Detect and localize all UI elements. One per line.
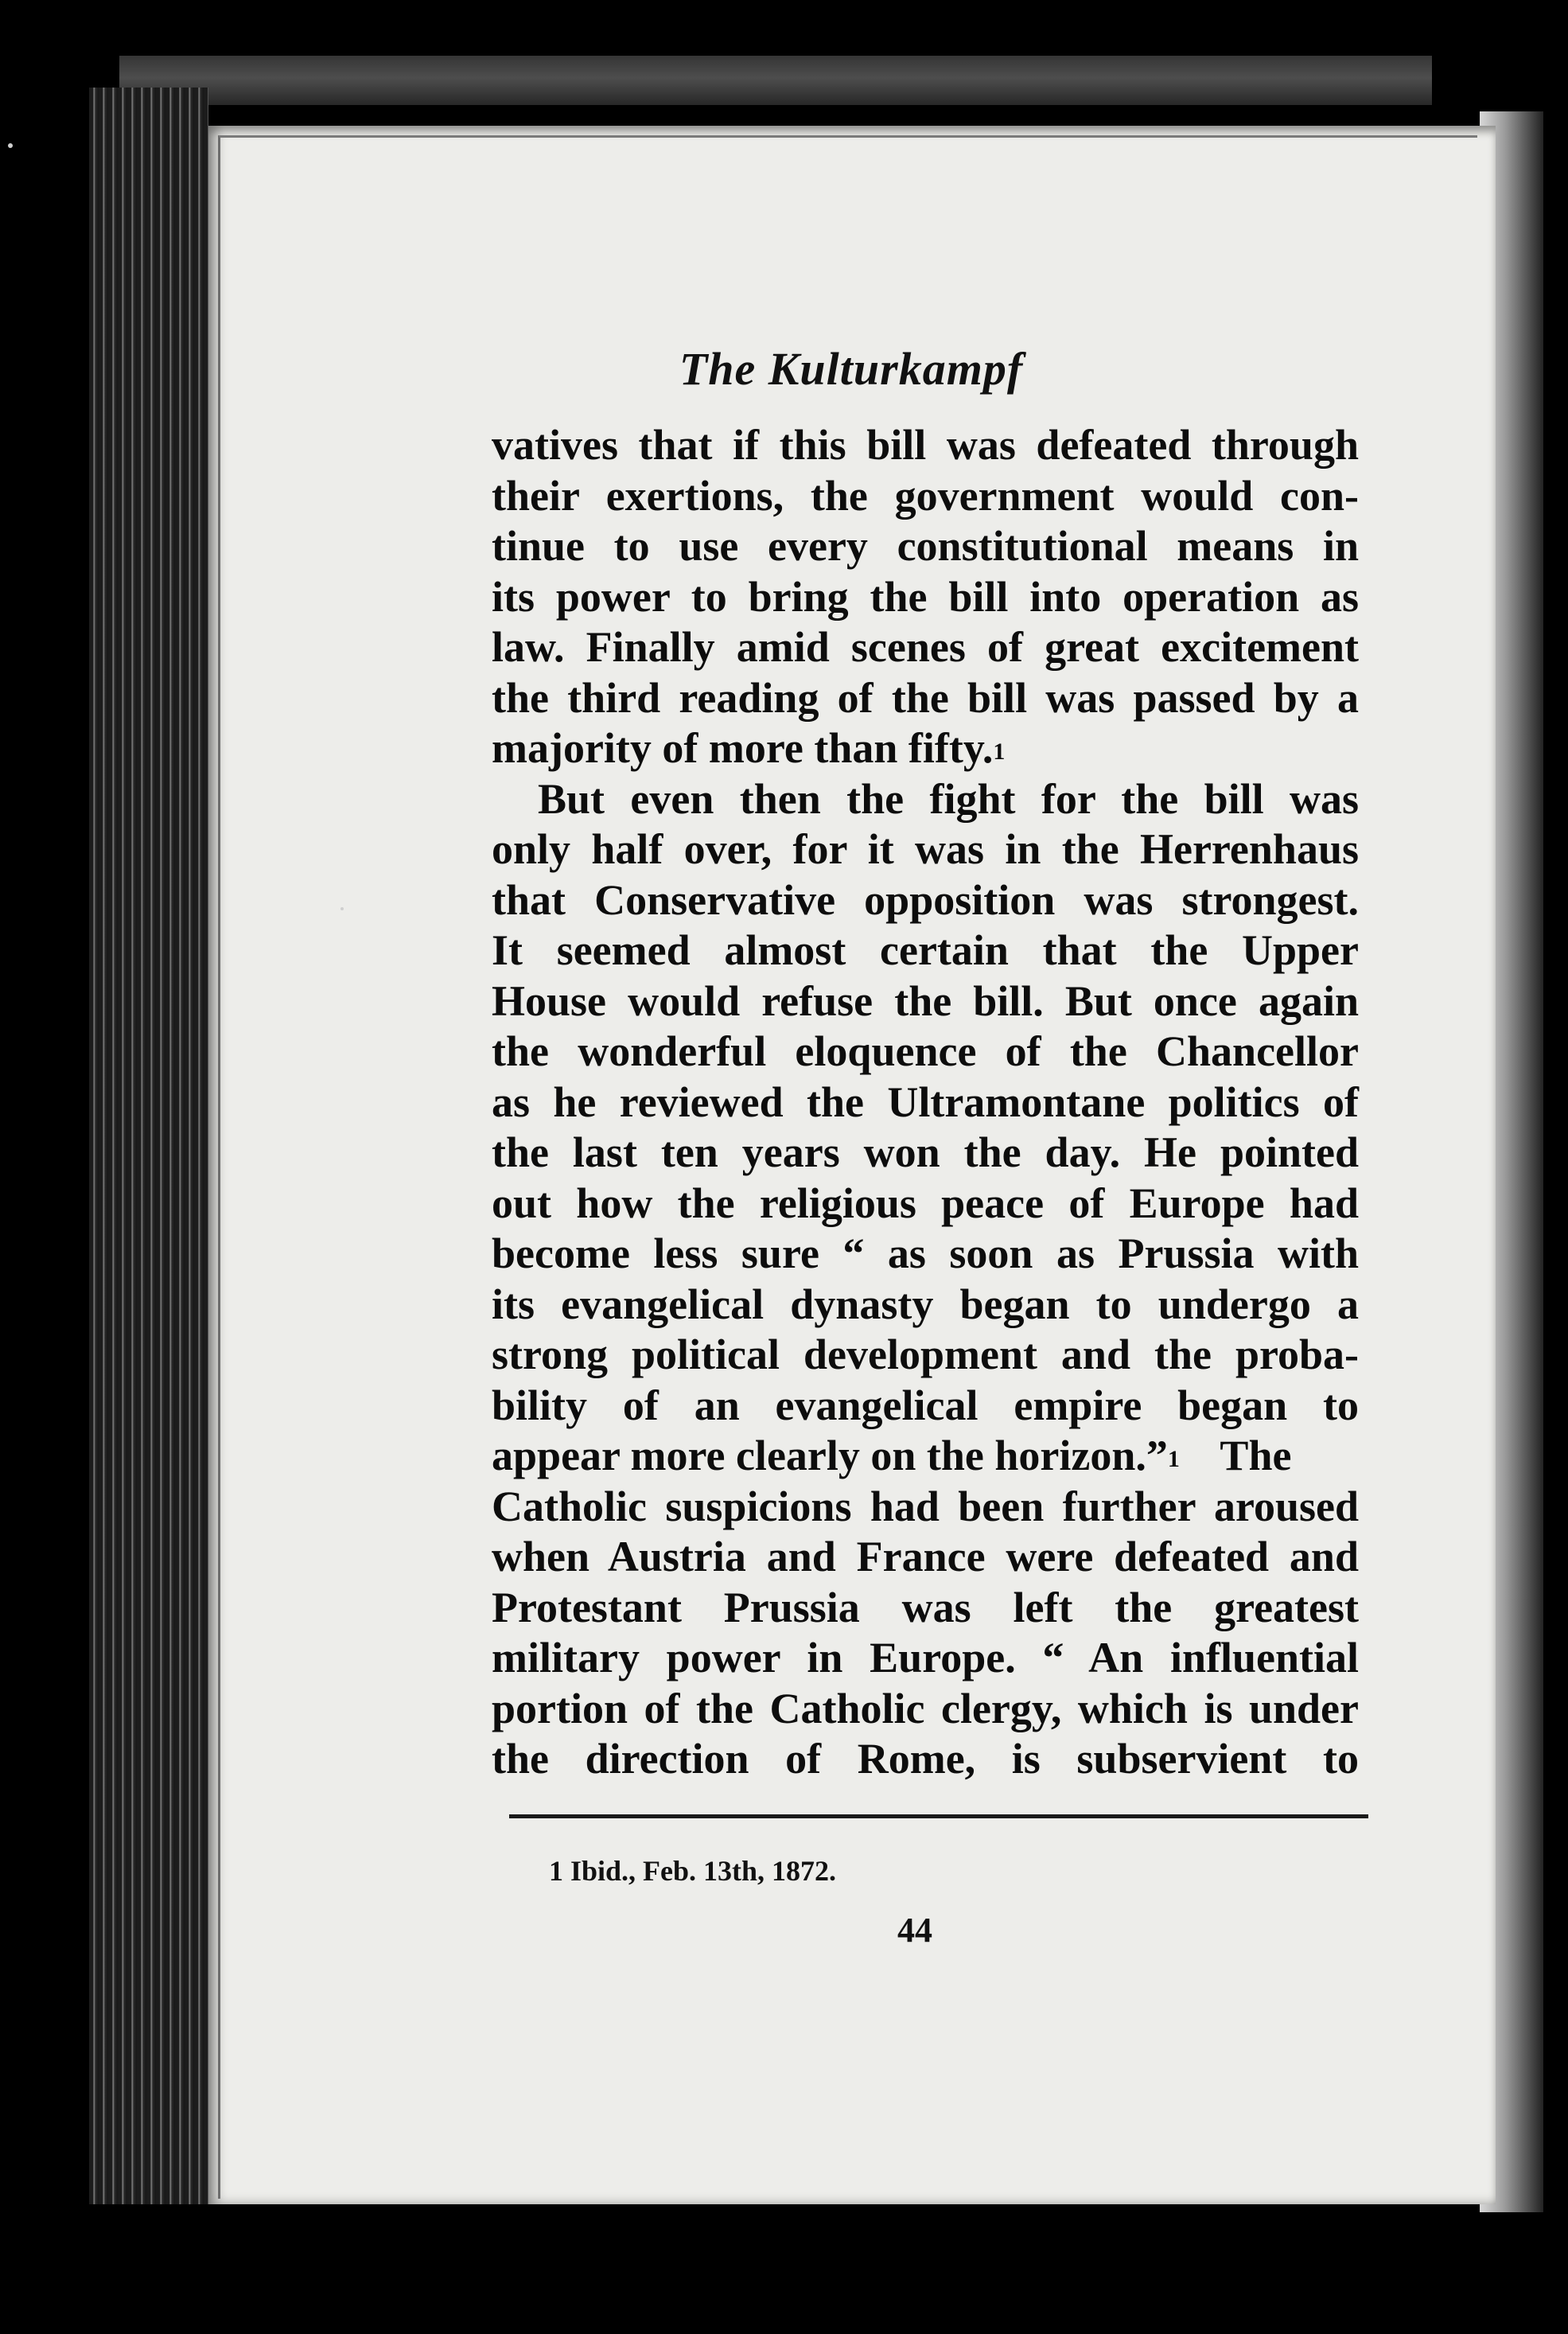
text-line: Protestant Prussia was left the greatest [492, 1583, 1359, 1631]
text-fragment: appear more clearly on the horizon.” [492, 1432, 1168, 1479]
text-line: out how the religious peace of Europe had [492, 1179, 1359, 1227]
text-line: Catholic suspicions had been further aroused [492, 1482, 1359, 1530]
text-line: bility of an evangelical empire began to [492, 1381, 1359, 1429]
text-fragment: majority of more than fifty. [492, 724, 994, 772]
text-line: their exertions, the government would con- [492, 471, 1359, 520]
text-line: the last ten years won the day. He pointed [492, 1128, 1359, 1176]
text-line: its power to bring the bill into operation as [492, 572, 1359, 621]
text-line: strong political development and the proba- [492, 1331, 1359, 1378]
footnote-marker: 1 [1167, 1446, 1180, 1472]
text-line: the direction of Rome, is subservient to [492, 1735, 1359, 1783]
text-line: House would refuse the bill. But once again [492, 976, 1359, 1025]
text-line: when Austria and France were defeated and [492, 1533, 1359, 1580]
text-line [492, 1431, 1359, 1482]
dust-speck [340, 907, 344, 910]
running-head: The Kulturkampf [679, 343, 1024, 395]
footnote: 1 Ibid., Feb. 13th, 1872. [549, 1855, 837, 1887]
text-line: It seemed almost certain that the Upper [492, 926, 1359, 974]
text-line: that Conservative opposition was strongest. [492, 875, 1359, 924]
text-line: the wonderful eloquence of the Chancellor [492, 1027, 1359, 1075]
text-line: its evangelical dynasty began to undergo a [492, 1280, 1359, 1328]
footnote-rule [509, 1814, 1368, 1818]
text-line [492, 723, 1359, 774]
text-line: portion of the Catholic clergy, which is under [492, 1684, 1359, 1732]
dust-speck [8, 143, 13, 148]
text-line: become less sure “ as soon as Prussia with [492, 1229, 1359, 1277]
body-text [492, 420, 1359, 1785]
text-line: as he reviewed the Ultramontane politics of [492, 1077, 1359, 1126]
text-line: only half over, for it was in the Herrenhaus [492, 825, 1359, 873]
book-page-edges [89, 88, 208, 2204]
text-line: military power in Europe. “ An influential [492, 1634, 1359, 1681]
text-line: law. Finally amid scenes of great excitement [492, 623, 1359, 671]
text-line: the third reading of the bill was passed by a [492, 673, 1359, 722]
text-line: tinue to use every constitutional means in [492, 522, 1359, 570]
footnote-marker: 1 [993, 738, 1006, 765]
text-fragment: The [1209, 1432, 1292, 1479]
book-top-edge [119, 56, 1432, 105]
text-line: vatives that if this bill was defeated through [492, 421, 1359, 469]
text-line: But even then the fight for the bill was [538, 774, 1359, 823]
page-number: 44 [897, 1911, 932, 1950]
